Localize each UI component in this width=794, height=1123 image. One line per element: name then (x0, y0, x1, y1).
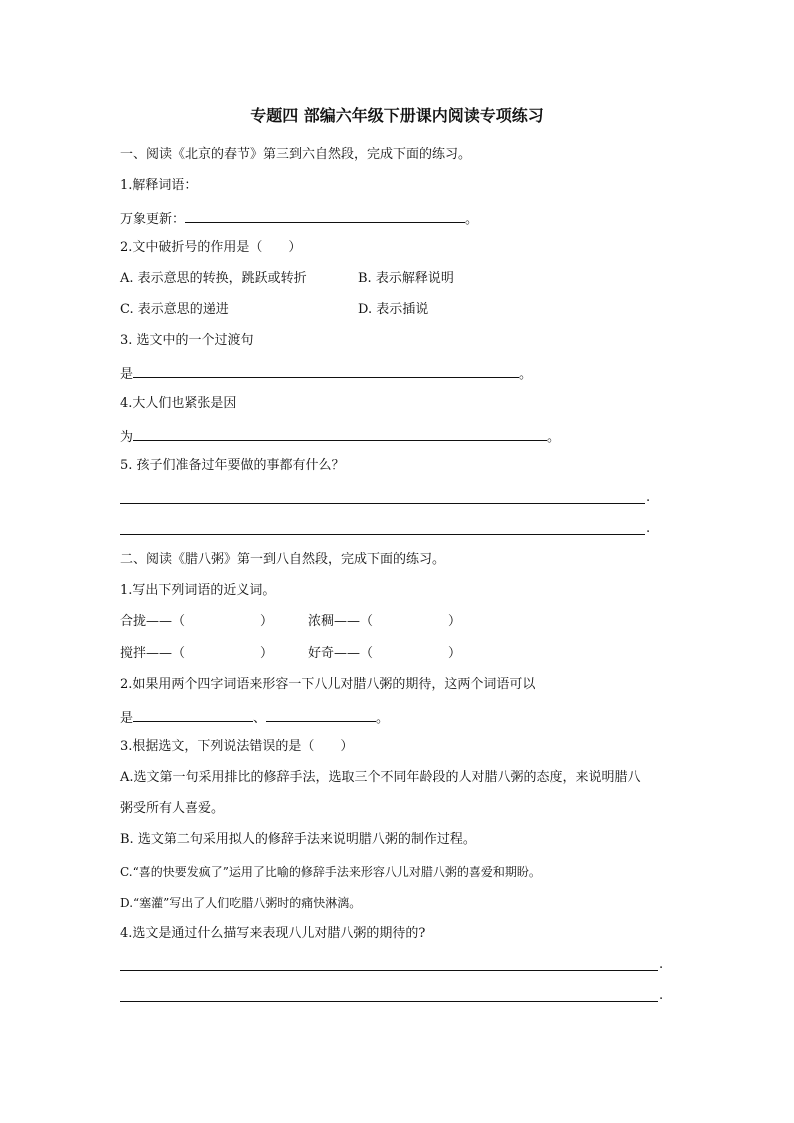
s1-q2-option-a: A. 表示意思的转换，跳跃或转折 (120, 271, 307, 286)
s2-q1-close-3: ） (260, 646, 274, 661)
s2-q3-label: 3.根据选文，下列说法错误的是（ ） (120, 739, 354, 754)
s1-q3-row (120, 364, 532, 383)
s1-q5-answer-line-1[interactable] (120, 503, 645, 504)
s1-q3-end: 。 (519, 367, 533, 382)
s2-q2-answer-blank-1[interactable] (133, 708, 253, 722)
s2-q2-end: 。 (376, 711, 390, 726)
s2-q4-answer-line-2[interactable] (120, 1001, 658, 1002)
s1-q3-answer-blank[interactable] (133, 364, 519, 378)
s1-q1-label: 1.解释词语： (120, 178, 198, 193)
s1-q2-label: 2.文中破折号的作用是（ ） (120, 240, 302, 255)
s1-q3-label: 3. 选文中的一个过渡句 (120, 333, 254, 348)
s2-q4-label: 4.选文是通过什么描写来表现八儿对腊八粥的期待的? (120, 926, 426, 941)
s1-q5-end-2: . (646, 521, 651, 536)
s1-q3-prefix: 是 (120, 367, 134, 382)
s1-q1-row (120, 209, 478, 228)
s2-q1-close-2: ） (448, 614, 462, 629)
s2-q1-close-1: ） (260, 614, 274, 629)
s2-q2-label: 2.如果用两个四字词语来形容一下八儿对腊八粥的期待，这两个词语可以 (120, 677, 536, 692)
s2-q1-close-4: ） (448, 646, 462, 661)
s2-q1-word-3: 搅拌——（ (120, 646, 186, 661)
s1-q1-end: 。 (465, 212, 479, 227)
s1-q5-answer-line-2[interactable] (120, 534, 645, 535)
section1-heading: 一、阅读《北京的春节》第三到六自然段，完成下面的练习。 (120, 147, 472, 162)
s2-q3-option-c: C.“喜的快要发疯了”运用了比喻的修辞手法来形容八儿对腊八粥的喜爱和期盼。 (120, 865, 541, 879)
s1-q4-label: 4.大人们也紧张是因 (120, 396, 237, 411)
s2-q3-option-a-line2: 粥受所有人喜爱。 (120, 801, 225, 816)
s2-q1-word-1: 合拢——（ (120, 614, 186, 629)
s1-q2-option-b: B. 表示解释说明 (358, 271, 454, 286)
s2-q4-answer-line-1[interactable] (120, 970, 658, 971)
s1-q4-end: 。 (547, 430, 561, 445)
s2-q2-prefix: 是 (120, 711, 134, 726)
s2-q2-sep: 、 (253, 711, 267, 726)
s1-q2-option-d: D. 表示插说 (358, 302, 429, 317)
s2-q3-option-a-line1: A.选文第一句采用排比的修辞手法，选取三个不同年龄段的人对腊八粥的态度，来说明腊八 (120, 770, 641, 785)
s1-q4-row (120, 427, 560, 446)
s1-q1-term: 万象更新： (120, 212, 186, 227)
s1-q5-end-1: . (646, 490, 651, 505)
s2-q2-row (120, 708, 389, 727)
s2-q1-word-2: 浓稠——（ (308, 614, 374, 629)
s2-q1-label: 1.写出下列词语的近义词。 (120, 583, 276, 598)
s1-q4-answer-blank[interactable] (133, 427, 547, 441)
s2-q3-option-b: B. 选文第二句采用拟人的修辞手法来说明腊八粥的制作过程。 (120, 832, 476, 847)
s2-q1-word-4: 好奇——（ (308, 646, 374, 661)
s2-q3-option-d: D.“塞灌”写出了人们吃腊八粥时的痛快淋漓。 (120, 896, 362, 910)
s2-q2-answer-blank-2[interactable] (266, 708, 376, 722)
s1-q1-answer-blank[interactable] (185, 209, 465, 223)
section2-heading: 二、阅读《腊八粥》第一到八自然段，完成下面的练习。 (120, 552, 446, 567)
s1-q5-label: 5. 孩子们准备过年要做的事都有什么？ (120, 458, 345, 473)
s2-q4-end-2: . (659, 988, 664, 1003)
s1-q2-option-c: C. 表示意思的递进 (120, 302, 229, 317)
page-title: 专题四 部编六年级下册课内阅读专项练习 (250, 106, 544, 125)
s2-q4-end-1: . (659, 957, 664, 972)
s1-q4-prefix: 为 (120, 430, 134, 445)
